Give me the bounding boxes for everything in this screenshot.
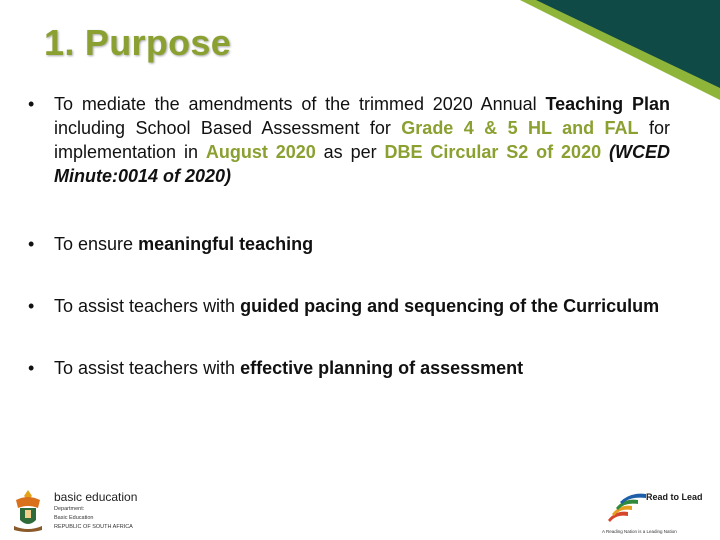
- dept-sub-line: Basic Education: [54, 515, 94, 521]
- text-segment: [601, 142, 609, 162]
- bullet-text: [54, 294, 670, 318]
- text-segment: as per: [315, 142, 385, 162]
- page-title: 1. Purpose: [44, 22, 232, 63]
- bullet-icon: •: [28, 358, 35, 378]
- text-segment: Teaching Plan: [545, 94, 670, 114]
- text-segment: Grade 4 & 5 HL and FAL: [401, 118, 639, 138]
- list-item: [28, 92, 670, 188]
- bullet-text: [54, 232, 670, 256]
- text-segment: (WCED Minute:0014 of 2020): [54, 142, 670, 186]
- campaign-label: Read to Lead: [646, 492, 703, 502]
- campaign-tagline: A Reading Nation is a Leading Nation: [602, 529, 677, 534]
- text-segment: August 2020: [205, 142, 316, 162]
- text-segment: To mediate the amendments of the trimmed 2020 Annual: [54, 94, 546, 114]
- text-segment: To assist teachers with: [54, 358, 241, 378]
- decorative-corner: [520, 0, 720, 100]
- text-segment: DBE Circular S2 of 2020: [384, 142, 602, 162]
- bullet-icon: •: [28, 94, 35, 114]
- text-segment: To ensure: [54, 234, 139, 254]
- text-segment: for implementation in: [54, 118, 670, 162]
- text-segment: To assist teachers with: [54, 296, 241, 316]
- bullet-icon: •: [28, 296, 35, 316]
- dept-logo: [10, 488, 137, 532]
- dept-logo-text: basic education: [54, 490, 138, 504]
- text-segment: effective planning of assessment: [240, 358, 524, 378]
- bullet-text: [54, 92, 670, 188]
- text-segment: guided pacing and sequencing of the Curriculum: [240, 296, 660, 316]
- purpose-list: [28, 92, 670, 380]
- list-item: [28, 294, 670, 318]
- coat-of-arms-icon: [10, 488, 46, 532]
- text-segment: meaningful teaching: [138, 234, 314, 254]
- bullet-icon: •: [28, 234, 35, 254]
- read-to-lead-logo: [602, 490, 714, 536]
- list-item: [28, 356, 670, 380]
- dept-sub-line: REPUBLIC OF SOUTH AFRICA: [54, 524, 133, 530]
- bullet-text: [54, 356, 670, 380]
- text-segment: including School Based Assessment for: [54, 118, 402, 138]
- list-item: [28, 232, 670, 256]
- dept-sub-line: Department:: [54, 506, 85, 512]
